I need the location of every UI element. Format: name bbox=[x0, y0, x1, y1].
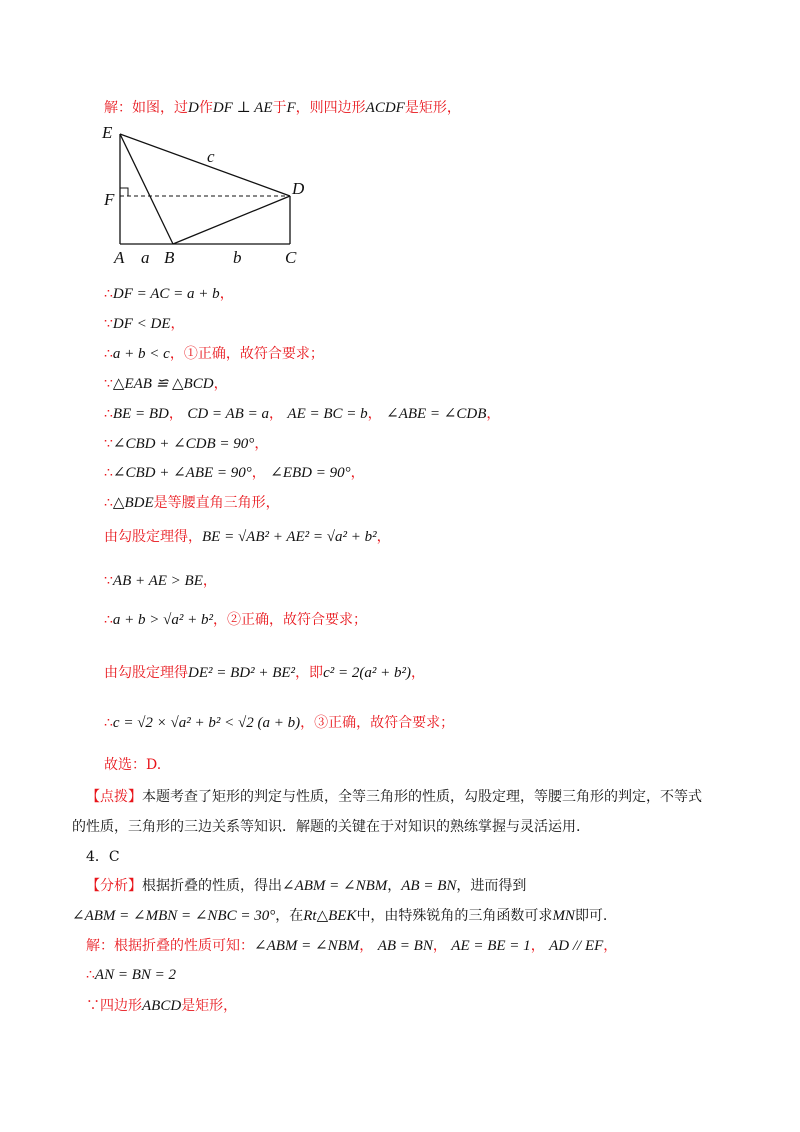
solution-line-4 bbox=[104, 344, 324, 364]
text: ， bbox=[376, 529, 391, 545]
text: ， bbox=[410, 665, 425, 681]
solution-line-7 bbox=[104, 434, 268, 454]
text: ， bbox=[603, 938, 618, 954]
text: ，①正确，故符合要求； bbox=[169, 346, 324, 362]
because-symbol: ∵ bbox=[86, 998, 100, 1014]
math: △BDE bbox=[112, 495, 154, 511]
math: DF ⊥ AE bbox=[212, 100, 273, 116]
therefore-symbol: ∴ bbox=[104, 715, 113, 731]
math: AE = BE = 1 bbox=[451, 938, 531, 954]
therefore-symbol: ∴ bbox=[104, 286, 113, 302]
label-A: A bbox=[114, 248, 125, 267]
therefore-symbol: ∴ bbox=[104, 346, 113, 362]
text: ， bbox=[387, 878, 402, 894]
solution-line-15 bbox=[104, 755, 161, 775]
text: ，进而得到 bbox=[456, 878, 527, 894]
note-line-2 bbox=[72, 817, 580, 837]
math: DF < DE bbox=[112, 316, 171, 332]
math: BE = BD bbox=[112, 406, 169, 422]
text: 四边形 bbox=[100, 998, 142, 1014]
text: 的性质，三角形的三边关系等知识．解题的关键在于对知识的熟练掌握与灵活运用. bbox=[72, 819, 581, 835]
solution-line-6 bbox=[104, 404, 500, 424]
text: ， bbox=[168, 406, 183, 422]
math: AD // EF bbox=[549, 938, 604, 954]
math: D bbox=[188, 100, 199, 116]
text: ， bbox=[213, 376, 228, 392]
math: Rt△BEK bbox=[303, 908, 357, 924]
text: ，在 bbox=[275, 908, 304, 924]
solution2-line-2 bbox=[86, 965, 176, 985]
text: 解：根据折叠的性质可知： bbox=[86, 938, 254, 954]
because-symbol: ∵ bbox=[104, 376, 113, 392]
math: DE² = BD² + BE² bbox=[188, 665, 296, 681]
text: ， bbox=[219, 286, 234, 302]
text: 是矩形， bbox=[404, 100, 461, 116]
text: ， bbox=[202, 573, 217, 589]
note-line-1 bbox=[86, 787, 702, 807]
math: ∠ABM = ∠MBN = ∠NBC = 30° bbox=[72, 908, 276, 924]
geometry-figure bbox=[100, 124, 330, 272]
solution-line-10 bbox=[104, 527, 391, 547]
because-symbol: ∵ bbox=[104, 316, 113, 332]
solution-line-13 bbox=[104, 663, 425, 683]
math: DF = AC = a + b bbox=[112, 286, 220, 302]
solution-line-5 bbox=[104, 374, 228, 394]
solution-line-9 bbox=[104, 493, 280, 513]
text: ， bbox=[268, 406, 283, 422]
text: 由勾股定理得， bbox=[104, 529, 202, 545]
therefore-symbol: ∴ bbox=[104, 465, 113, 481]
therefore-symbol: ∴ bbox=[104, 612, 113, 628]
text: 根据折叠的性质，得出 bbox=[142, 878, 282, 894]
text: ， bbox=[350, 465, 365, 481]
label-C: C bbox=[285, 248, 297, 267]
label-B: B bbox=[164, 248, 175, 267]
therefore-symbol: ∴ bbox=[104, 406, 113, 422]
text: ， bbox=[530, 938, 545, 954]
label-c: c bbox=[207, 147, 215, 166]
text: ， bbox=[251, 465, 266, 481]
label-F: F bbox=[104, 190, 115, 209]
solution-line-11 bbox=[104, 571, 217, 591]
text: 4．C bbox=[86, 849, 120, 865]
text: ， bbox=[170, 316, 185, 332]
math: ∠ABE = ∠CDB bbox=[386, 406, 487, 422]
text: ， bbox=[367, 406, 382, 422]
because-symbol: ∵ bbox=[104, 436, 113, 452]
math: ∠ABM = ∠NBM bbox=[282, 878, 388, 894]
math: F bbox=[286, 100, 296, 116]
analysis-line-2 bbox=[72, 906, 607, 926]
math: ∠CBD + ∠ABE = 90° bbox=[112, 465, 252, 481]
solution2-line-1 bbox=[86, 936, 617, 956]
math: ACDF bbox=[365, 100, 405, 116]
note-tag: 【点拨】 bbox=[86, 789, 142, 805]
therefore-symbol: ∴ bbox=[104, 495, 113, 511]
label-b: b bbox=[233, 248, 242, 267]
text: ， bbox=[432, 938, 447, 954]
math: ∠EBD = 90° bbox=[270, 465, 351, 481]
text: 由勾股定理得 bbox=[104, 665, 188, 681]
text: ，③正确，故符合要求； bbox=[300, 715, 455, 731]
solution-line-12 bbox=[104, 610, 367, 630]
text: 本题考查了矩形的判定与性质，全等三角形的性质，勾股定理，等腰三角形的判定，不等式 bbox=[142, 789, 702, 805]
math: AE = BC = b bbox=[287, 406, 368, 422]
math: ∠CBD + ∠CDB = 90° bbox=[112, 436, 255, 452]
solution-line-8 bbox=[104, 463, 365, 483]
text: ， bbox=[254, 436, 269, 452]
math: AB = BN bbox=[377, 938, 433, 954]
math: AB + AE > BE bbox=[112, 573, 203, 589]
math: a + b > √a² + b² bbox=[112, 612, 214, 628]
solution-line-14 bbox=[104, 713, 454, 733]
math: △EAB ≌ △BCD bbox=[112, 376, 214, 392]
math: c = √2 × √a² + b² < √2 (a + b) bbox=[112, 715, 301, 731]
label-D: D bbox=[292, 179, 305, 198]
label-E: E bbox=[102, 124, 113, 142]
math: a + b < c bbox=[112, 346, 170, 362]
math: AB = BN bbox=[401, 878, 457, 894]
solution-line-2 bbox=[104, 284, 234, 304]
text: 于 bbox=[272, 100, 287, 116]
text: 故选：D. bbox=[104, 757, 162, 773]
analysis-line-1 bbox=[86, 876, 526, 896]
solution2-line-3 bbox=[86, 996, 237, 1016]
solution-line-1 bbox=[104, 98, 461, 118]
right-angle-mark bbox=[120, 188, 128, 196]
text: ，则四边形 bbox=[295, 100, 366, 116]
text: 是矩形， bbox=[181, 998, 238, 1014]
math: AN = BN = 2 bbox=[94, 967, 177, 983]
math: MN bbox=[552, 908, 575, 924]
text: 即可. bbox=[574, 908, 608, 924]
text: 作 bbox=[198, 100, 213, 116]
because-symbol: ∵ bbox=[104, 573, 113, 589]
math: CD = AB = a bbox=[187, 406, 269, 422]
text: 中，由特殊锐角的三角函数可求 bbox=[356, 908, 553, 924]
math: c² = 2(a² + b²) bbox=[323, 665, 411, 681]
text: ，即 bbox=[295, 665, 324, 681]
text: ， bbox=[486, 406, 501, 422]
math: ∠ABM = ∠NBM bbox=[254, 938, 360, 954]
text: ， bbox=[359, 938, 374, 954]
math: ABCD bbox=[142, 998, 182, 1014]
answer-header bbox=[86, 847, 120, 867]
solution-line-3 bbox=[104, 314, 185, 334]
text: 是等腰直角三角形， bbox=[153, 495, 280, 511]
therefore-symbol: ∴ bbox=[86, 967, 95, 983]
segment-BD bbox=[173, 196, 290, 244]
math: BE = √AB² + AE² = √a² + b² bbox=[202, 529, 377, 545]
text: 解：如图，过 bbox=[104, 100, 188, 116]
label-a: a bbox=[141, 248, 150, 267]
analysis-tag: 【分析】 bbox=[86, 878, 142, 894]
text: ，②正确，故符合要求； bbox=[213, 612, 368, 628]
